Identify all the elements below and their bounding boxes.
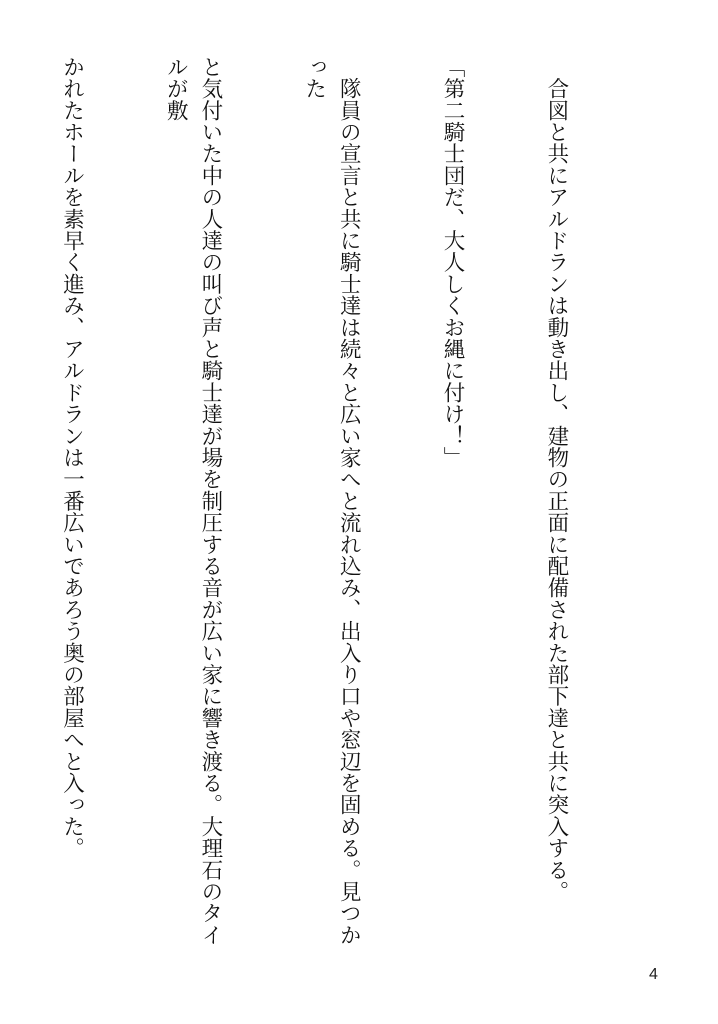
page-number: 4: [649, 966, 658, 983]
text-line: 「第二騎士団だ、大人しくお縄に付け！」: [440, 56, 466, 469]
text-line: かれたホールを素早く進み、アルドランは一番広いであろう奥の部屋へと入った。: [59, 56, 85, 859]
text-line: 合図と共にアルドランは動き出し、建物の正面に配備された部下達と共に突入する。: [543, 56, 569, 903]
text-line: と気付いた中の人達の叫び声と騎士達が場を制圧する音が広い家に響き渡る。大理石のタイルが敷: [163, 56, 223, 946]
vertical-text-body: [59, 56, 642, 966]
text-line: 隊員の宣言と共に騎士達は続々と広い家へと流れ込み、出入り口や窓辺を固める。見つかった: [301, 56, 362, 946]
